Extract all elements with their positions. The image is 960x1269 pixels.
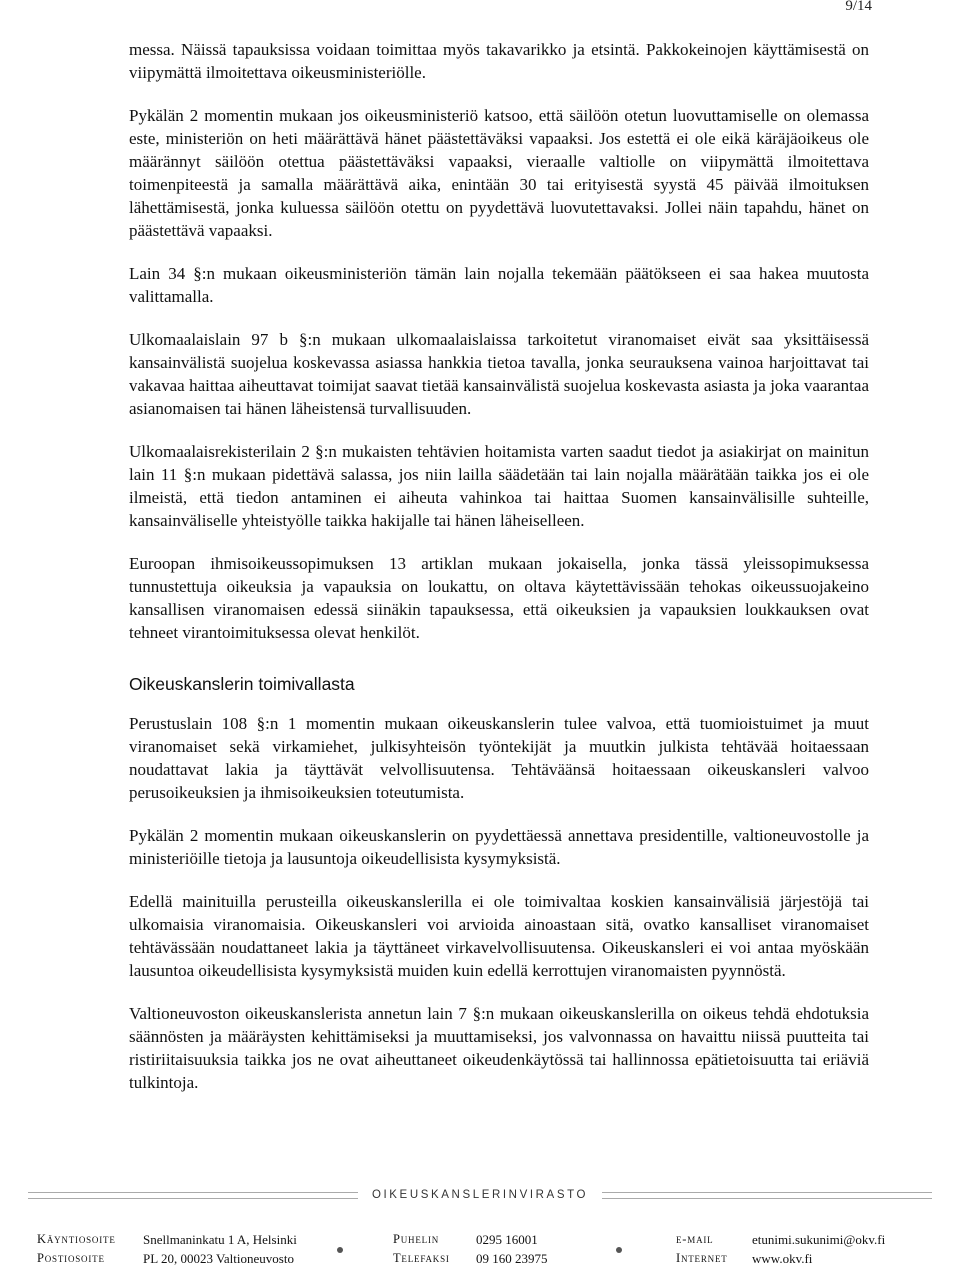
phone-label: Puhelin: [393, 1232, 440, 1246]
internet-value[interactable]: www.okv.fi: [752, 1251, 813, 1266]
page-number: 9/14: [845, 0, 872, 14]
paragraph: Pykälän 2 momentin mukaan jos oikeusministeriö katsoo, että säilöön otetun luovuttamiselle on olemassa este, ministeriön on heti määrättävä hänet päästettäväksi vapaaksi. Jos estettä ei ole eikä käräjäoikeus ole määrännyt säilöön otettua päästettäväksi vapaaksi, vieraalle valtiolle on viipymättä ilmoitettava toimenpiteestä ja samalla määrättävä aika, enintään 30 tai erityisestä syystä 45 päivää ilmoituksen lähettämisestä, jonka kuluessa säilöön otettu on pyydettävä luovutettavaksi. Jollei näin tapahdu, hänet on päästettävä vapaaksi.: [129, 106, 869, 240]
paragraph: Euroopan ihmisoikeussopimuksen 13 artiklan mukaan jokaisella, jonka tässä yleissopimuksessa tunnustettuja oikeuksia ja vapauksia on loukattu, on oltava käytettävissään tehokas oikeussuojakeino kansallisen viranomaisen edessä siinäkin tapauksessa, että oikeuksien ja vapauksien loukkauksen ovat tehneet virantoimituksessa olevat henkilöt.: [129, 554, 869, 642]
paragraph: messa. Näissä tapauksissa voidaan toimittaa myös takavarikko ja etsintä. Pakkokeinojen käyttämisestä on viipymättä ilmoitettava oikeusministeriölle.: [129, 40, 869, 82]
fax-value: 09 160 23975: [476, 1251, 548, 1266]
paragraph: Ulkomaalaislain 97 b §:n mukaan ulkomaalaislaissa tarkoitetut viranomaiset eivät saa yksittäisessä kansainvälistä suojelua koskevassa asiassa hankkia tietoa tavalla, jonka seurauksena vainoa harjoittavat tai vakavaa haittaa aiheuttavat toimijat saavat tietää kansainvälistä suojelua koskevasta asiasta ja joka vaarantaa asianomaisen tai hänen läheistensä turvallisuuden.: [129, 330, 869, 418]
visiting-address-value: Snellmaninkatu 1 A, Helsinki: [143, 1232, 297, 1247]
phone-value: 0295 16001: [476, 1232, 538, 1247]
postal-address-label: Postiosoite: [37, 1251, 105, 1265]
footer-row-2: [0, 1251, 960, 1269]
postal-address-value: PL 20, 00023 Valtioneuvosto: [143, 1251, 294, 1266]
internet-label: Internet: [676, 1251, 728, 1265]
footer-logo: [0, 1185, 960, 1203]
paragraph: Ulkomaalaisrekisterilain 2 §:n mukaisten tehtävien hoitamista varten saadut tiedot ja asiakirjat on mainitun lain 11 §:n mukaan pidettävä salassa, jos niin lailla säädetään tai lain nojalla määrätään taikka jos ei ole ilmeistä, että tiedon antaminen ei aiheuta vahinkoa tai haittaa Suomen kansainvälisille suhteille, kansainväliselle yhteistyölle taikka hakijalle tai hänen läheiselleen.: [129, 442, 869, 530]
fax-label: Telefaksi: [393, 1251, 450, 1265]
paragraph: Pykälän 2 momentin mukaan oikeuskanslerin on pyydettäessä annettava presidentille, valtioneuvostolle ja ministeriöille tietoja ja lausuntoja oikeudellisista kysymyksistä.: [129, 826, 869, 868]
paragraph: Lain 34 §:n mukaan oikeusministeriön tämän lain nojalla tekemään päätökseen ei saa hakea muutosta valittamalla.: [129, 264, 869, 306]
document-body: [129, 38, 869, 1114]
footer-logo-text: OIKEUSKANSLERINVIRASTO: [358, 1189, 602, 1201]
email-value[interactable]: etunimi.sukunimi@okv.fi: [752, 1232, 886, 1247]
paragraph: Valtioneuvoston oikeuskanslerista annetun lain 7 §:n mukaan oikeuskanslerilla on oikeus tehdä ehdotuksia säännösten ja määräysten kehittämiseksi ja muuttamiseksi, jos valvonnassa on havaittu niissä puutteita tai ristiriitaisuuksia taikka jos ne ovat aiheuttaneet oikeudenkäytössä tai hallinnossa epätietoisuutta tai eriäviä tulkintoja.: [129, 1004, 869, 1092]
paragraph: Perustuslain 108 §:n 1 momentin mukaan oikeuskanslerin tulee valvoa, että tuomioistuimet ja muut viranomaiset sekä virkamiehet, julkisyhteisön työntekijät ja muutkin julkista tehtävää hoitaessaan noudattavat lakia ja täyttävät velvollisuutensa. Tehtäväänsä hoitaessaan oikeuskansleri valvoo perusoikeuksien ja ihmisoikeuksien toteutumista.: [129, 714, 869, 802]
footer-row-1: [0, 1232, 960, 1250]
section-heading-wrapper: [129, 674, 869, 695]
email-label: e-mail: [676, 1232, 714, 1246]
paragraph: Edellä mainituilla perusteilla oikeuskanslerilla ei ole toimivaltaa koskien kansainvälisiä järjestöjä tai ulkomaisia viranomaisia. Oikeuskansleri voi arvioida ainoastaan sitä, ovatko kansalliset viranomaiset tehtävässään noudattaneet lakia ja täyttäneet virkavelvollisuutensa. Oikeuskansleri ei voi antaa myöskään lausuntoa oikeudellisista kysymyksistä muiden kuin edellä kerrottujen viranomaisten pyynnöstä.: [129, 892, 869, 980]
visiting-address-label: Käyntiosoite: [37, 1232, 116, 1246]
section-heading: Oikeuskanslerin toimivallasta: [129, 674, 355, 694]
